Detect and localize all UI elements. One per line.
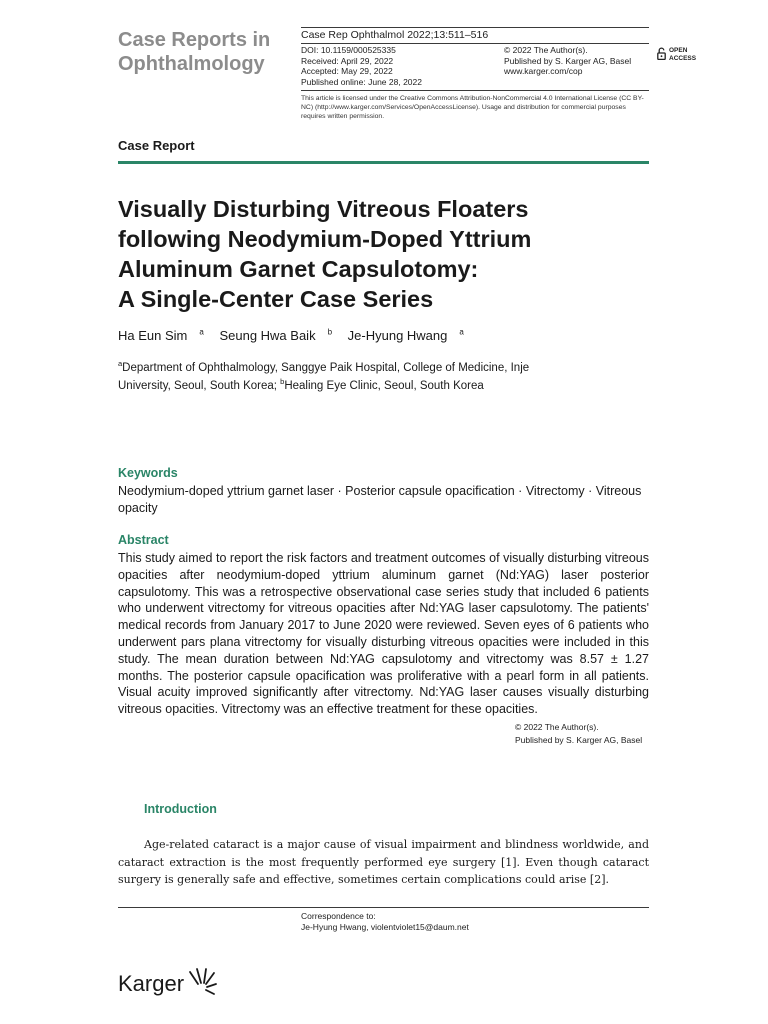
article-dates — [301, 45, 422, 87]
title-line: Visually Disturbing Vitreous Floaters — [118, 196, 529, 222]
publisher-name: Karger — [118, 970, 185, 996]
doi[interactable]: DOI: 10.1159/000525335 — [301, 45, 396, 55]
received-date: Received: April 29, 2022 — [301, 55, 394, 66]
author: Ha Eun Sim $^a$ — [118, 328, 204, 344]
introduction-text: Age-related cataract is a major cause of visual impairment and blindness worldwide, and cataract extraction is the most frequently performed eye surgery [1]. Even though cataract surgery is generally safe and effective, sometimes certain complications could arise [2]. — [118, 838, 649, 886]
open-lock-icon — [657, 47, 666, 65]
license-notice: This article is licensed under the Creative Commons Attribution-NonCommercial 4.0 International License (CC BY-NC) (http://www.karger.com/Services/OpenAccessLicense). Usage and distribution for commercial purposes requires written permission. — [301, 95, 644, 120]
open-access-label-2: ACCESS — [669, 54, 697, 62]
footnote-rule — [118, 907, 649, 908]
copyright-line: © 2022 The Author(s). — [504, 45, 588, 55]
correspondence — [301, 911, 469, 932]
header-rule-bottom — [301, 90, 649, 91]
header-rule-top — [301, 27, 649, 28]
correspondence-label: Correspondence to: — [301, 911, 376, 921]
publisher-line: Published by S. Karger AG, Basel — [504, 55, 632, 66]
publisher-info — [504, 45, 631, 77]
accepted-date: Accepted: May 29, 2022 — [301, 66, 393, 76]
article-title — [118, 194, 658, 314]
author: Seung Hwa Baik $^b$ — [219, 328, 333, 344]
title-line: A Single-Center Case Series — [118, 286, 434, 312]
title-line: Aluminum Garnet Capsulotomy: — [118, 256, 479, 282]
karger-logo-icon — [184, 966, 218, 1001]
affiliations: $^a$Department of Ophthalmology, Sanggye Paik Hospital, College of Medicine, Inje University, Seoul, South Korea; $^b$Healing Eye Clinic, Seoul, South Korea — [118, 359, 530, 393]
abstract-text: This study aimed to report the risk factors and treatment outcomes of visually disturbing vitreous opacities after neodymium-doped yttrium aluminum garnet (Nd:YAG) laser posterior capsulotomy. This was a retrospective observational case series study that included 6 patients who underwent vitrectomy for vitreous opacities after Nd:YAG laser capsulotomy. The patients' medical records from January 2017 to June 2020 were reviewed. Seven eyes of 6 patients who underwent pars plana vitrectomy for visually disturbing vitreous opacities were included in this study. The mean duration between Nd:YAG capsulotomy and vitrectomy was 8.57 ± 1.27 months. The posterior capsule opacification was proliferative with a pearl form in all patients. Visual acuity improved significantly after vitrectomy. Nd:YAG laser causes visually disturbing vitreous opacities. Vitrectomy was an effective treatment for these opacities. — [118, 551, 649, 717]
section-divider — [118, 161, 649, 164]
abstract-copyright: © 2022 The Author(s). Published by S. Karger AG, Basel — [515, 722, 643, 745]
keywords-text: Neodymium-doped yttrium garnet laser · Posterior capsule opacification · Vitrectomy · Vitreous opacity — [118, 484, 642, 515]
journal-url[interactable]: www.karger.com/cop — [504, 66, 583, 76]
author-list — [118, 328, 476, 343]
open-access-label-1: OPEN — [669, 47, 688, 54]
publisher-logo — [118, 966, 218, 1001]
introduction-heading: Introduction — [144, 802, 217, 816]
article-type: Case Report — [118, 138, 195, 153]
published-date: Published online: June 28, 2022 — [301, 76, 422, 87]
abstract-heading: Abstract — [118, 533, 169, 547]
keywords-heading: Keywords — [118, 466, 178, 480]
journal-name: Case Reports in Ophthalmology — [118, 29, 271, 75]
correspondence-text[interactable]: Je-Hyung Hwang, violentviolet15@daum.net — [301, 921, 469, 932]
title-line: following Neodymium-Doped Yttrium — [118, 226, 532, 252]
citation: Case Rep Ophthalmol 2022;13:511–516 — [301, 29, 489, 41]
header-rule-middle — [301, 43, 649, 44]
open-access-badge — [657, 47, 696, 65]
author: Je-Hyung Hwang $^a$ — [347, 328, 464, 344]
